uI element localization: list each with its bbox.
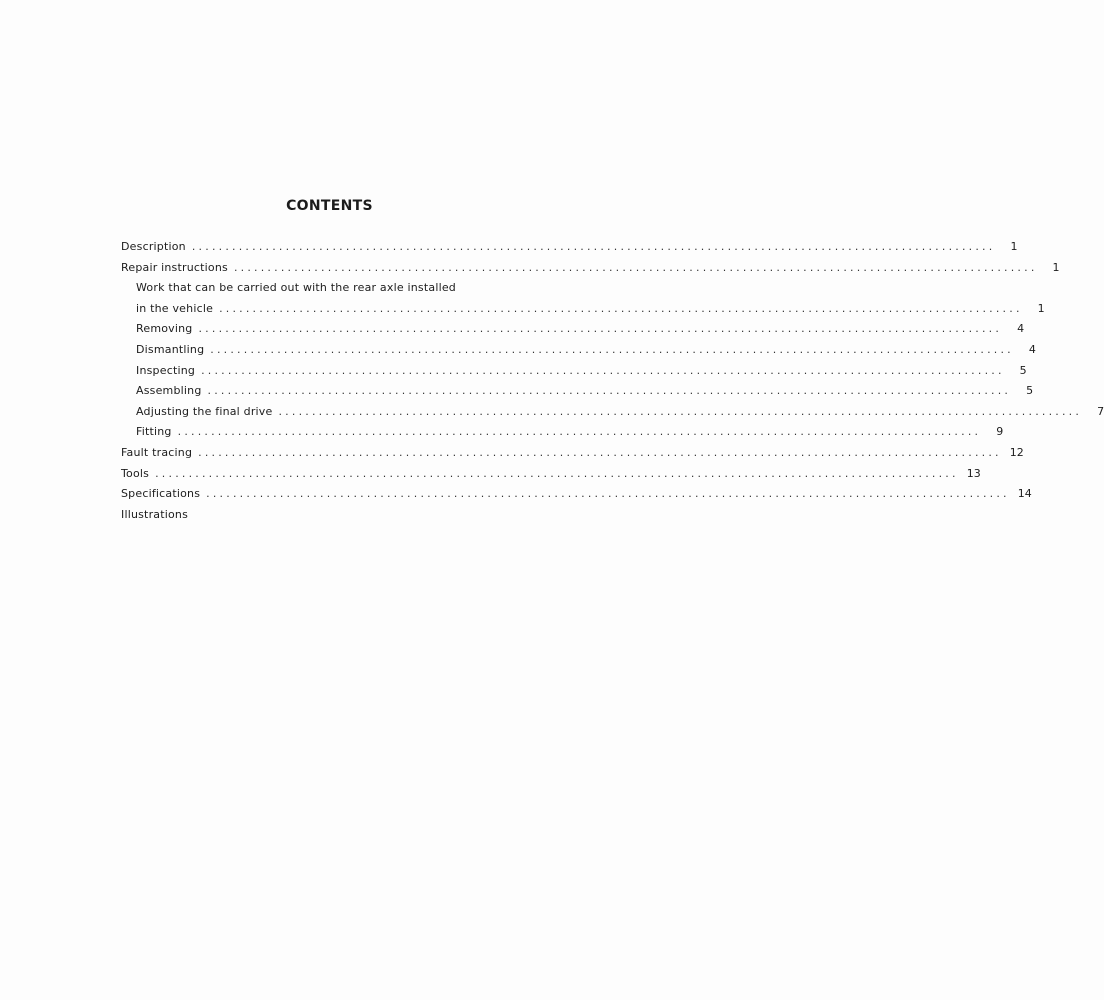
dot-leader: ........................................................................................................................ <box>206 487 1010 501</box>
toc-entry <box>121 508 555 529</box>
toc-entry-page: 1 <box>1010 240 1018 253</box>
dot-leader: ........................................................................................................................ <box>233 260 1038 274</box>
toc-entry <box>121 363 1027 385</box>
dot-leader: ........................................................................................................................ <box>155 466 959 480</box>
toc-entry <box>121 425 1004 446</box>
toc-entry-label: Work that can be carried out with the rear axle installed <box>136 281 456 295</box>
toc-entry <box>121 445 1024 467</box>
dot-leader: ........................................................................................................................ <box>177 425 982 439</box>
toc-entry-page: 5 <box>1026 384 1034 398</box>
toc-entry-label: Illustrations <box>121 507 189 521</box>
toc-entry <box>121 404 1104 426</box>
toc-entry-label: Tools <box>121 466 150 480</box>
toc-entry <box>121 487 1032 508</box>
toc-entry-label: Adjusting the final drive <box>136 404 273 418</box>
toc-entry-label: Fitting <box>136 425 172 439</box>
dot-leader: ........................................................................................................................ <box>210 342 1014 356</box>
toc-entry <box>121 342 1036 364</box>
toc-entry-label: Dismantling <box>136 342 205 356</box>
dot-leader: ........................................................................................................................ <box>207 384 1012 398</box>
toc-entry-label: Repair instructions <box>121 260 228 274</box>
dot-leader: ........................................................................................................................ <box>198 445 1002 459</box>
toc-entry <box>121 384 1034 405</box>
dot-leader: ........................................................................................................................ <box>198 322 1003 336</box>
page-title: CONTENTS <box>286 198 373 214</box>
toc-entry-page: 1 <box>1052 260 1060 274</box>
toc-entry-label: Inspecting <box>136 363 196 377</box>
toc-entry <box>121 466 981 488</box>
toc-entry-page: 9 <box>996 425 1004 439</box>
toc-entry-page: 7 <box>1097 404 1104 418</box>
toc-entry-page: 13 <box>966 466 981 480</box>
dot-leader: ........................................................................................................................ <box>201 363 1005 377</box>
toc-entry-label: Description <box>121 240 186 253</box>
toc-entry-page: 1 <box>1037 301 1045 315</box>
table-of-contents <box>121 240 1104 528</box>
toc-entry <box>121 322 1025 343</box>
toc-entry-page: 4 <box>1028 342 1036 356</box>
toc-entry-label: Fault tracing <box>121 445 193 459</box>
toc-entry <box>121 240 1018 261</box>
toc-entry-label: Removing <box>136 322 193 336</box>
toc-entry <box>121 260 1060 282</box>
toc-entry-page: 4 <box>1017 322 1025 336</box>
dot-leader: ........................................................................................................................ <box>191 240 996 253</box>
dot-leader: ........................................................................................................................ <box>278 404 1083 418</box>
toc-entry-label: in the vehicle <box>136 301 214 315</box>
toc-entry <box>121 301 1045 323</box>
toc-entry-label: Assembling <box>136 384 202 398</box>
toc-entry <box>121 281 555 302</box>
toc-entry-page: 12 <box>1009 445 1024 459</box>
dot-leader: ........................................................................................................................ <box>219 301 1023 315</box>
toc-entry-label: Specifications <box>121 487 201 501</box>
toc-entry-page: 14 <box>1017 487 1032 501</box>
toc-entry-page: 5 <box>1019 363 1027 377</box>
